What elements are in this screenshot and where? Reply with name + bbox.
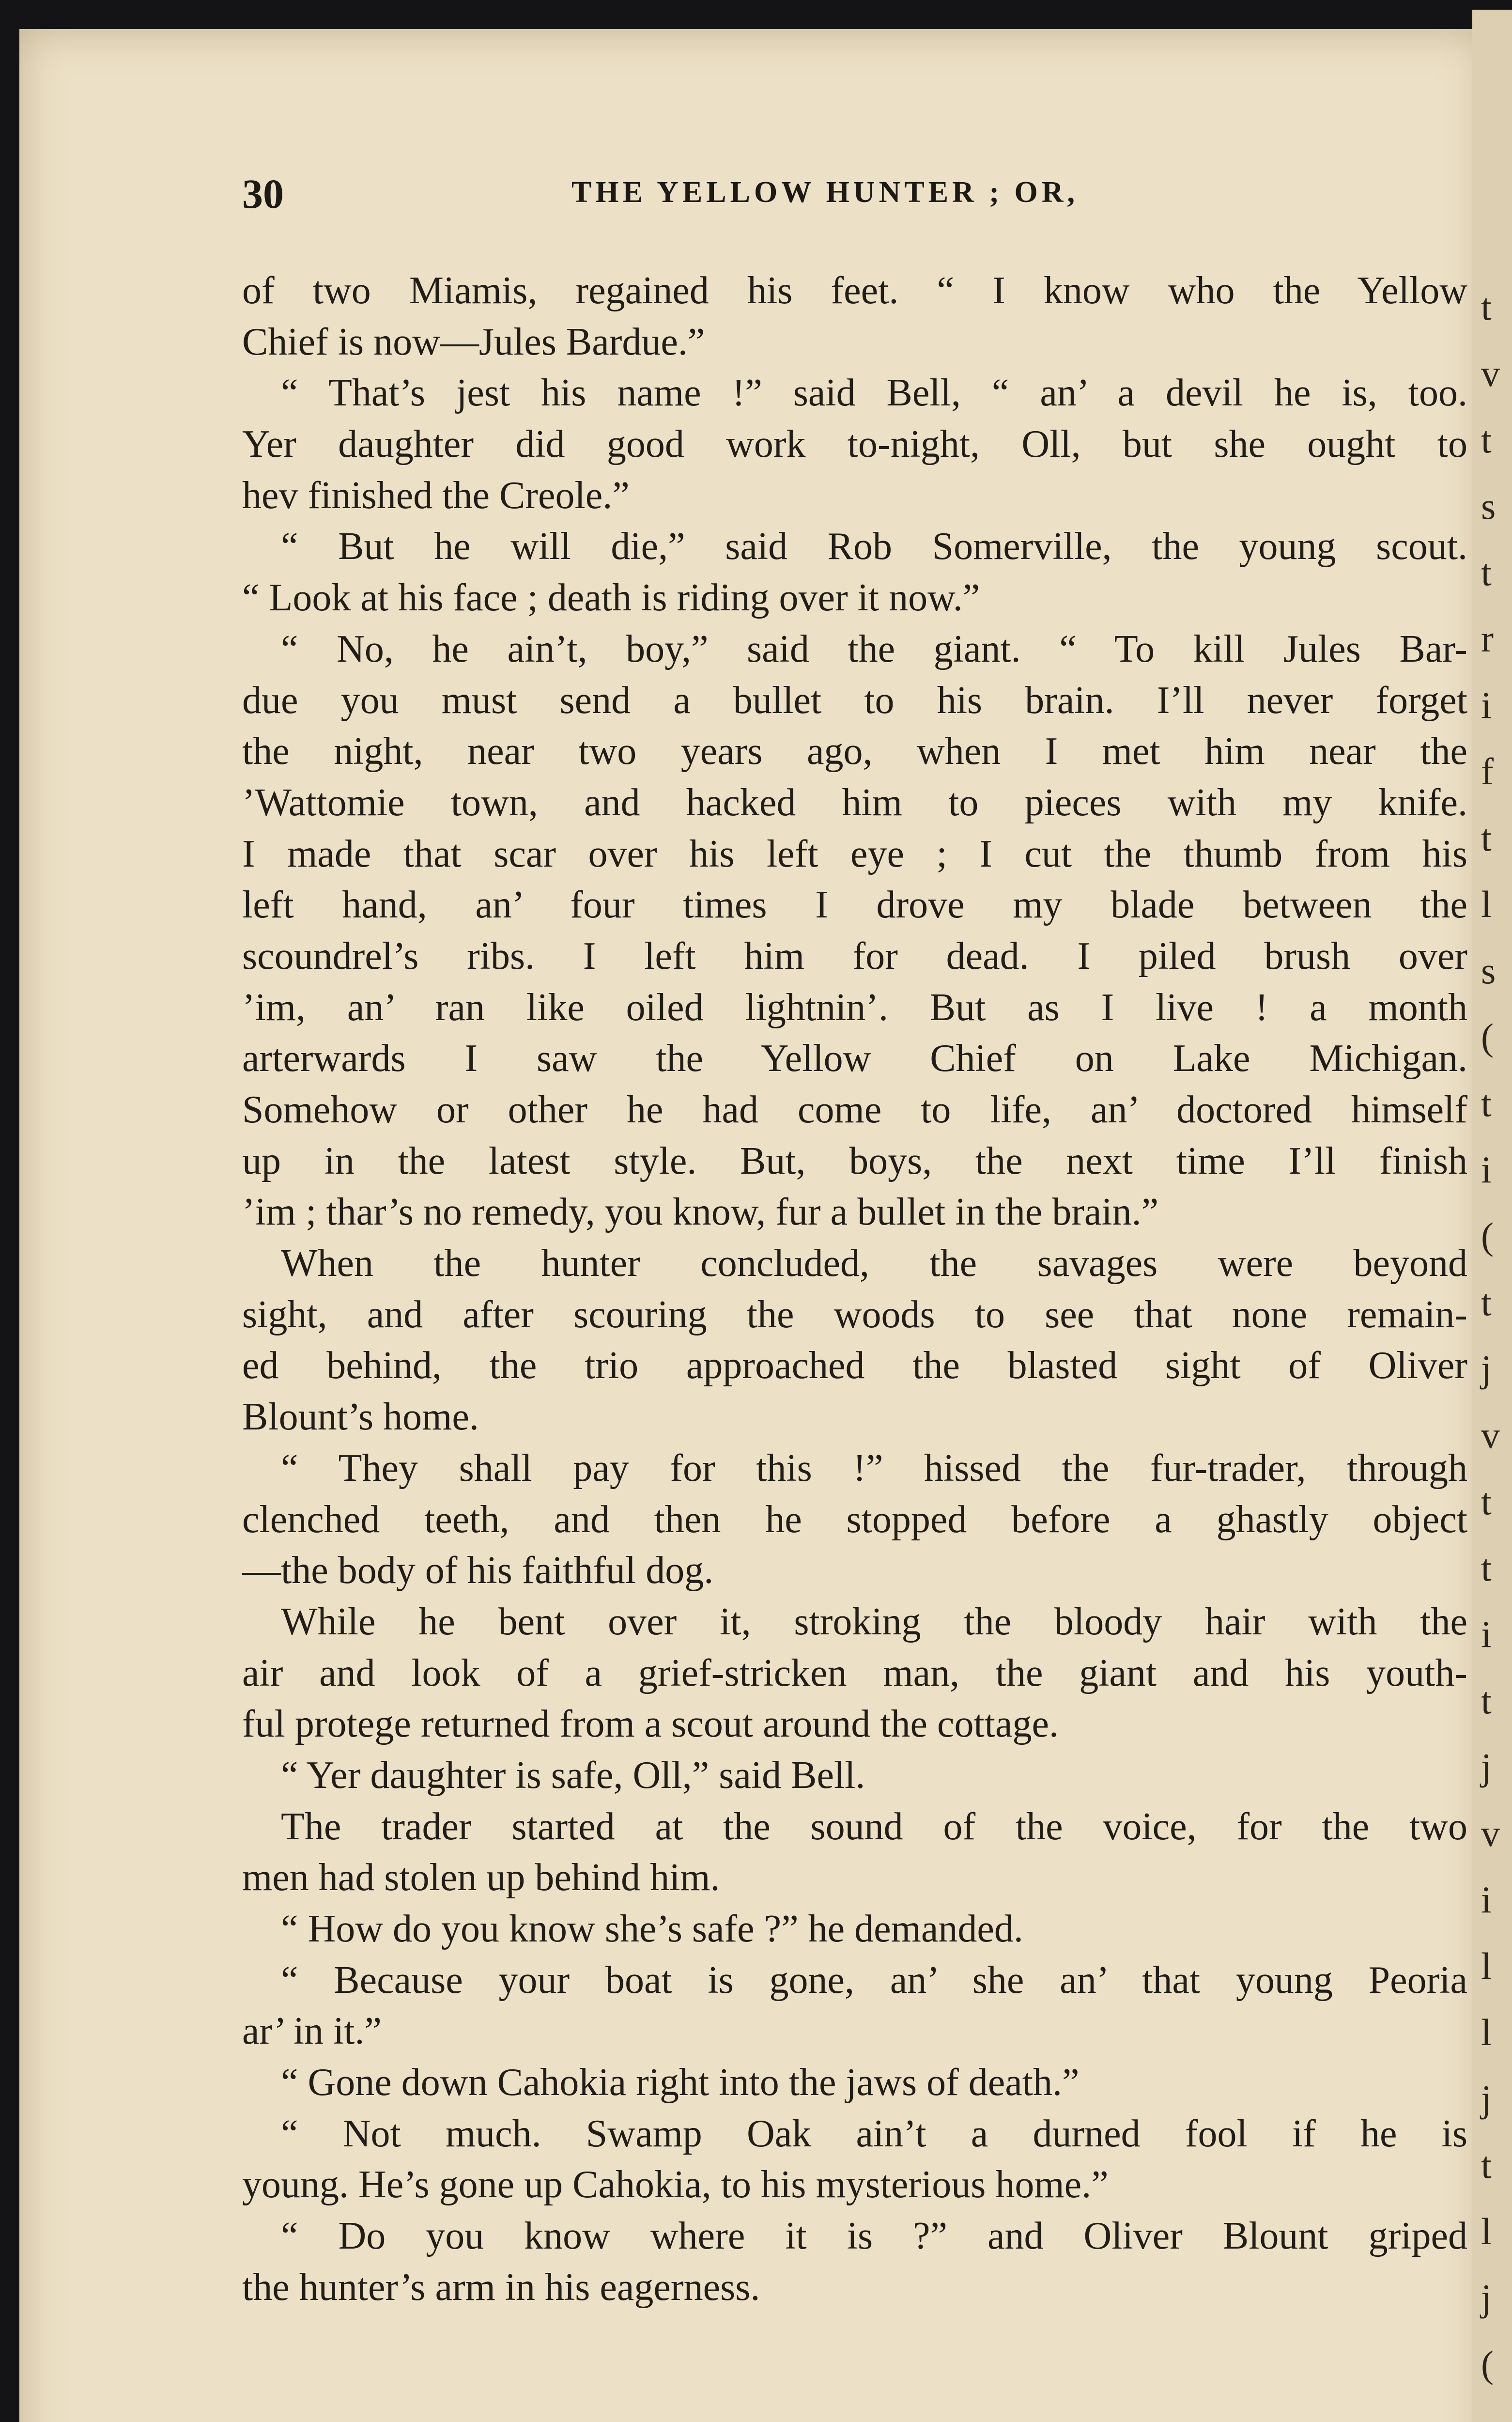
text-line: ’im, an’ ran like oiled lightnin’. But as I live ! a month <box>242 986 1467 1029</box>
edge-text-fragment: f <box>1481 750 1494 792</box>
text-line: ’Wattomie town, and hacked him to pieces with my knife. <box>242 781 1467 824</box>
edge-text-fragment: ( <box>1481 1016 1494 1058</box>
text-line: I made that scar over his left eye ; I cut the thumb from his <box>242 832 1467 875</box>
edge-text-fragment: v <box>1481 1812 1500 1854</box>
running-header <box>242 170 1467 217</box>
text-line: “ But he will die,” said Rob Somerville, the young scout. <box>281 525 1467 568</box>
text-line: the hunter’s arm in his eagerness. <box>242 2266 760 2309</box>
text-line: up in the latest style. But, boys, the next time I’ll finish <box>242 1139 1467 1182</box>
edge-text-fragment: ( <box>1481 2343 1494 2385</box>
text-line: “ That’s jest his name !” said Bell, “ an’ a devil he is, too. <box>281 372 1467 415</box>
text-line: clenched teeth, and then he stopped before a ghastly object <box>242 1498 1467 1541</box>
text-line: hev finished the Creole.” <box>242 474 630 517</box>
edge-text-fragment: t <box>1481 817 1492 859</box>
text-line: arterwards I saw the Yellow Chief on Lake Michigan. <box>242 1037 1467 1080</box>
text-line: due you must send a bullet to his brain. I’ll never forget <box>242 679 1467 722</box>
text-line: “ Because your boat is gone, an’ she an’ that young Peoria <box>281 1958 1467 2002</box>
edge-text-fragment: t <box>1481 1679 1492 1722</box>
text-line: ed behind, the trio approached the blasted sight of Oliver <box>242 1344 1467 1387</box>
text-line: “ Yer daughter is safe, Oll,” said Bell. <box>281 1754 865 1797</box>
page-number: 30 <box>242 171 284 217</box>
edge-text-fragment: i <box>1481 1149 1492 1191</box>
text-line: “ Do you know where it is ?” and Oliver Blount griped <box>281 2215 1467 2258</box>
edge-text-fragment: t <box>1481 1547 1492 1589</box>
edge-text-fragment: t <box>1481 551 1492 593</box>
text-line: “ No, he ain’t, boy,” said the giant. “ To kill Jules Bar- <box>281 627 1467 670</box>
edge-text-fragment: j <box>1481 2277 1492 2319</box>
text-line: “ Gone down Cahokia right into the jaws of death.” <box>281 2061 1080 2104</box>
text-line: ’im ; thar’s no remedy, you know, fur a bullet in the brain.” <box>242 1191 1159 1234</box>
edge-text-fragment: t <box>1481 2144 1492 2186</box>
text-line: While he bent over it, stroking the bloody hair with the <box>281 1600 1467 1643</box>
body-text <box>242 265 1467 2313</box>
text-line: Chief is now—Jules Bardue.” <box>242 320 705 363</box>
edge-text-fragment: i <box>1481 1613 1492 1655</box>
edge-text-fragment: t <box>1481 1281 1492 1323</box>
text-line: of two Miamis, regained his feet. “ I know who the Yellow <box>242 269 1467 312</box>
text-line: —the body of his faithful dog. <box>242 1549 714 1592</box>
text-line: Blount’s home. <box>242 1396 479 1439</box>
edge-text-fragment: ( <box>1481 1215 1494 1257</box>
edge-text-fragment: s <box>1481 949 1496 992</box>
edge-text-fragment: v <box>1481 1414 1500 1456</box>
text-line: Yer daughter did good work to-night, Oll, but she ought to <box>242 423 1467 466</box>
edge-text-fragment: j <box>1481 1746 1492 1788</box>
edge-text-fragment: t <box>1481 1480 1492 1522</box>
edge-text-fragment: t <box>1481 1082 1492 1124</box>
text-line: “ How do you know she’s safe ?” he demanded. <box>281 1908 1023 1950</box>
edge-text-fragment: j <box>1481 1348 1492 1390</box>
text-line: “ Not much. Swamp Oak ain’t a durned fool if he is <box>281 2112 1467 2155</box>
text-line: When the hunter concluded, the savages were beyond <box>281 1242 1467 1285</box>
running-title: THE YELLOW HUNTER ; OR, <box>571 176 1079 209</box>
text-line: young. He’s gone up Cahokia, to his mysterious home.” <box>242 2163 1109 2206</box>
edge-text-fragment: t <box>1481 419 1492 461</box>
text-line: left hand, an’ four times I drove my blade between the <box>242 884 1467 927</box>
text-line: “ They shall pay for this !” hissed the fur-trader, through <box>281 1446 1467 1490</box>
text-line: scoundrel’s ribs. I left him for dead. I piled brush over <box>242 934 1467 978</box>
edge-text-fragment: i <box>1481 1879 1492 1921</box>
text-line: the night, near two years ago, when I met him near the <box>242 730 1467 773</box>
edge-text-fragment: r <box>1481 618 1494 660</box>
text-line: “ Look at his face ; death is riding over it now.” <box>242 576 980 620</box>
edge-text-fragment: l <box>1481 2210 1492 2252</box>
edge-text-fragment: j <box>1481 2078 1492 2120</box>
edge-text-fragment: v <box>1481 352 1500 394</box>
text-line: ful protege returned from a scout around the cottage. <box>242 1703 1059 1746</box>
text-line: air and look of a grief-stricken man, the giant and his youth- <box>242 1651 1467 1694</box>
edge-text-fragment: t <box>1481 286 1492 328</box>
text-line: The trader started at the sound of the voice, for the two <box>281 1805 1467 1848</box>
edge-text-fragment: l <box>1481 883 1492 925</box>
edge-text-fragment: l <box>1481 1945 1492 1987</box>
adjacent-page-edge <box>1472 10 1512 2422</box>
text-line: ar’ in it.” <box>242 2010 382 2053</box>
edge-text-fragment: l <box>1481 2011 1492 2053</box>
text-line: Somehow or other he had come to life, an’ doctored himself <box>242 1088 1467 1131</box>
text-line: sight, and after scouring the woods to see that none remain- <box>242 1293 1467 1336</box>
text-line: men had stolen up behind him. <box>242 1856 720 1899</box>
edge-text-fragment: s <box>1481 485 1496 527</box>
edge-text-fragment: i <box>1481 684 1492 726</box>
